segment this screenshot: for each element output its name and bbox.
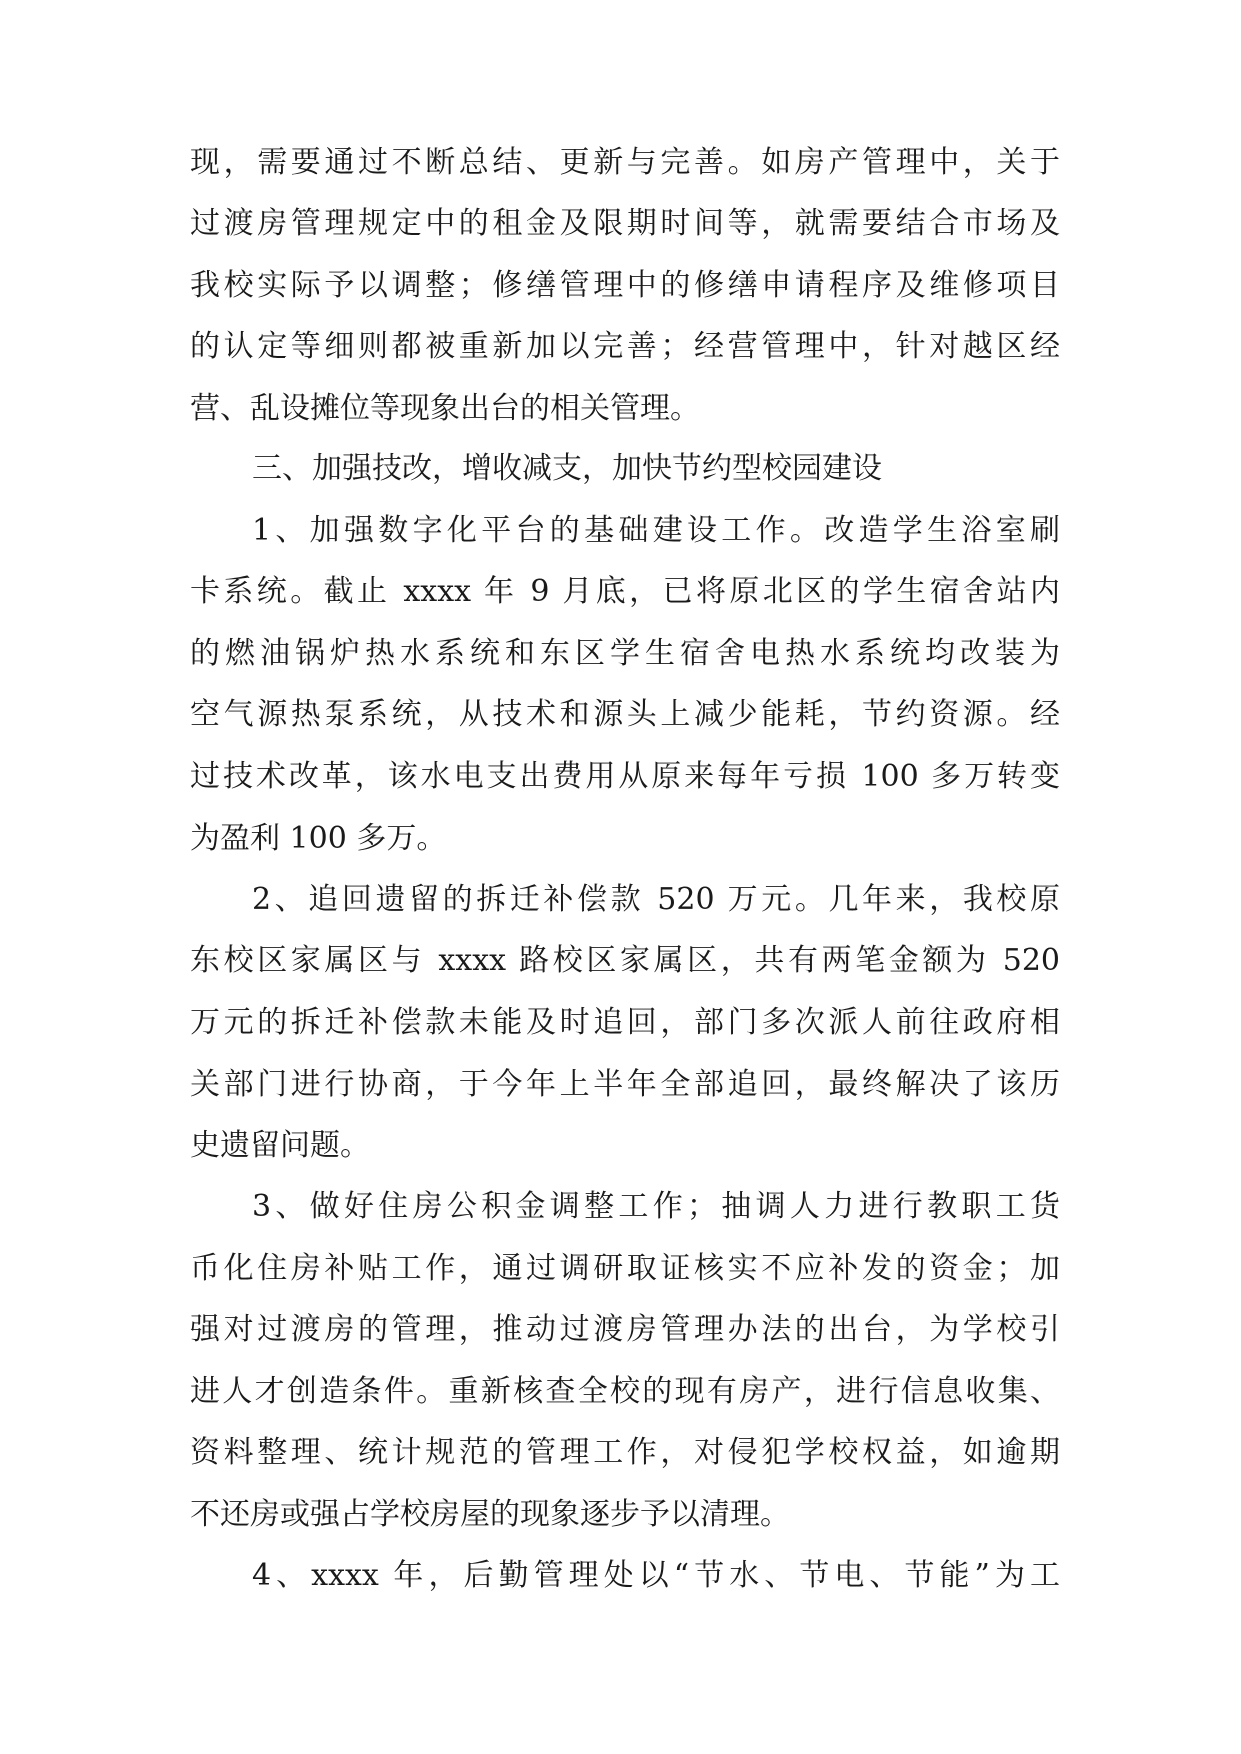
text-line: 1、加强数字化平台的基础建设工作。改造学生浴室刷 <box>252 513 1060 548</box>
text-line: 营、乱设摊位等现象出台的相关管理。 <box>190 391 700 426</box>
text-line: 3、做好住房公积金调整工作；抽调人力进行教职工货 <box>252 1189 1060 1224</box>
text-line: 2、追回遗留的拆迁补偿款 520 万元。几年来，我校原 <box>252 882 1060 917</box>
text-line: 我校实际予以调整；修缮管理中的修缮申请程序及维修项目 <box>190 268 1060 303</box>
text-line: 东校区家属区与 xxxx 路校区家属区，共有两笔金额为 520 <box>190 943 1060 978</box>
text-line: 币化住房补贴工作，通过调研取证核实不应补发的资金；加 <box>190 1251 1060 1286</box>
text-line: 资料整理、统计规范的管理工作，对侵犯学校权益，如逾期 <box>190 1435 1060 1470</box>
text-line: 的认定等细则都被重新加以完善；经营管理中，针对越区经 <box>190 329 1060 364</box>
text-line: 为盈利 100 多万。 <box>190 821 447 856</box>
text-line: 史遗留问题。 <box>190 1128 370 1163</box>
text-line: 4、xxxx 年，后勤管理处以“节水、节电、节能”为工 <box>252 1558 1060 1593</box>
text-line: 进人才创造条件。重新核查全校的现有房产，进行信息收集、 <box>190 1374 1060 1409</box>
text-line: 强对过渡房的管理，推动过渡房管理办法的出台，为学校引 <box>190 1312 1060 1347</box>
text-line: 空气源热泵系统，从技术和源头上减少能耗，节约资源。经 <box>190 697 1060 732</box>
text-line: 关部门进行协商，于今年上半年全部追回，最终解决了该历 <box>190 1067 1060 1102</box>
text-line: 卡系统。截止 xxxx 年 9 月底，已将原北区的学生宿舍站内 <box>190 574 1060 609</box>
text-line: 万元的拆迁补偿款未能及时追回，部门多次派人前往政府相 <box>190 1005 1060 1040</box>
text-line: 的燃油锅炉热水系统和东区学生宿舍电热水系统均改装为 <box>190 636 1060 671</box>
section-heading: 三、加强技改，增收减支，加快节约型校园建设 <box>252 451 882 486</box>
text-line: 不还房或强占学校房屋的现象逐步予以清理。 <box>190 1497 790 1532</box>
text-line: 现，需要通过不断总结、更新与完善。如房产管理中，关于 <box>190 145 1060 180</box>
text-line: 过渡房管理规定中的租金及限期时间等，就需要结合市场及 <box>190 206 1060 241</box>
text-line: 过技术改革，该水电支出费用从原来每年亏损 100 多万转变 <box>190 759 1060 794</box>
